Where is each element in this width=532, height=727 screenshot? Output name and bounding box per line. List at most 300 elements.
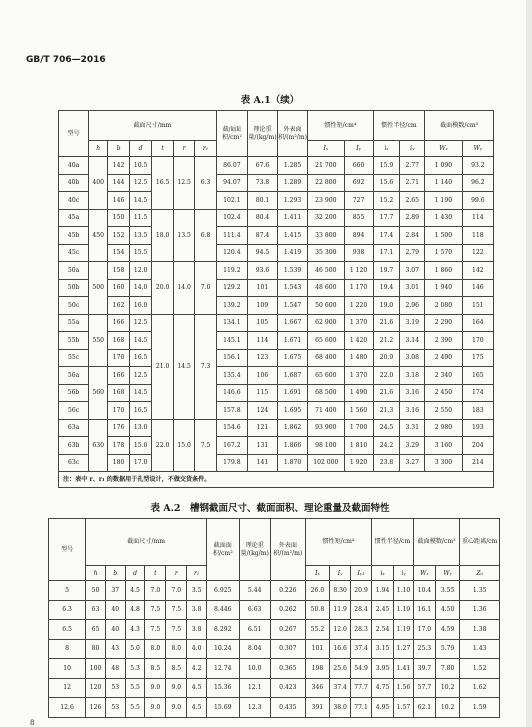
- cell-value: 1 570: [425, 244, 463, 262]
- cell-value: 175: [462, 349, 493, 367]
- col-dims-group: 截面尺寸/mm: [86, 519, 207, 566]
- cell-value: 101: [305, 639, 329, 659]
- cell-t: 16.5: [152, 157, 173, 210]
- cell-value: 0.423: [270, 678, 305, 698]
- table-row: [59, 314, 494, 332]
- table-a1: [58, 110, 494, 488]
- col-iy: Iᵧ: [330, 566, 351, 581]
- col-b: b: [105, 566, 125, 581]
- cell-value: 37: [105, 581, 125, 601]
- cell-t: 22.0: [152, 419, 173, 472]
- table-row: [59, 227, 494, 245]
- cell-h: 400: [89, 157, 108, 210]
- table2-caption: 表 A.2 槽钢截面尺寸、截面面积、理论重量及截面特性: [150, 503, 390, 514]
- cell-r: 14.5: [173, 314, 194, 419]
- cell-b: 142: [108, 157, 129, 175]
- cell-b: 168: [108, 332, 129, 350]
- cell-value: 1.27: [394, 639, 414, 659]
- cell-value: 87.4: [247, 227, 277, 245]
- cell-r1: 7.0: [195, 262, 216, 315]
- cell-value: 12.74: [207, 659, 240, 679]
- cell-value: 93.2: [462, 157, 493, 175]
- cell-value: 0.226: [270, 581, 305, 601]
- cell-value: 67.6: [247, 157, 277, 175]
- cell-value: 65 600: [308, 332, 345, 350]
- cell-model: 40c: [59, 192, 89, 210]
- cell-value: 164: [462, 314, 493, 332]
- cell-value: 22.0: [373, 367, 400, 385]
- cell-value: 80: [86, 639, 106, 659]
- cell-value: 8.04: [239, 639, 270, 659]
- cell-value: 1.43: [460, 639, 500, 659]
- cell-value: 10.4: [413, 581, 435, 601]
- cell-value: 118: [462, 227, 493, 245]
- cell-value: 1.866: [278, 437, 308, 455]
- cell-value: 16.1: [413, 600, 435, 620]
- cell-value: 3.8: [187, 600, 207, 620]
- cell-value: 1 860: [425, 262, 463, 280]
- cell-value: 6.51: [239, 620, 270, 640]
- col-rx: iₓ: [372, 566, 394, 581]
- cell-value: 391: [305, 698, 329, 718]
- cell-value: 146: [462, 279, 493, 297]
- cell-value: 96.2: [462, 174, 493, 192]
- cell-value: 21.2: [373, 332, 400, 350]
- cell-value: 25.6: [330, 659, 351, 679]
- table-row: [59, 279, 494, 297]
- cell-value: 129.2: [216, 279, 247, 297]
- cell-value: 102 000: [308, 454, 345, 472]
- cell-value: 1 140: [425, 174, 463, 192]
- cell-value: 12.1: [239, 678, 270, 698]
- cell-value: 1.52: [460, 659, 500, 679]
- cell-b: 152: [108, 227, 129, 245]
- cell-value: 146.6: [216, 384, 247, 402]
- cell-value: 65: [86, 620, 106, 640]
- table-row: [59, 384, 494, 402]
- cell-value: 17.0: [413, 620, 435, 640]
- cell-value: 109: [247, 297, 277, 315]
- col-rx: iₓ: [373, 141, 400, 157]
- cell-value: 157.8: [216, 402, 247, 420]
- cell-value: 1.19: [394, 600, 414, 620]
- cell-value: 122: [462, 244, 493, 262]
- cell-model: 55b: [59, 332, 89, 350]
- cell-value: 5.5: [125, 698, 145, 718]
- cell-value: 6.925: [207, 581, 240, 601]
- cell-value: 1 810: [344, 437, 373, 455]
- cell-value: 2 390: [425, 332, 463, 350]
- cell-value: 1.38: [460, 620, 500, 640]
- cell-value: 24.5: [373, 419, 400, 437]
- col-weight: 理论重量/(kg/m): [247, 111, 277, 157]
- cell-value: 3.14: [400, 332, 425, 350]
- cell-h: 500: [89, 262, 108, 315]
- cell-value: 7.0: [166, 581, 187, 601]
- cell-model: 12.6: [49, 698, 86, 718]
- table-row: [59, 174, 494, 192]
- cell-value: 1.547: [278, 297, 308, 315]
- table-row: [59, 192, 494, 210]
- cell-value: 1.293: [278, 192, 308, 210]
- cell-model: 63b: [59, 437, 89, 455]
- cell-value: 7.5: [145, 620, 166, 640]
- cell-value: 8.5: [166, 659, 187, 679]
- col-ry: iᵧ: [400, 141, 425, 157]
- cell-value: 1 370: [344, 314, 373, 332]
- cell-value: 2 980: [425, 419, 463, 437]
- page-header: GB/T 706—2016: [26, 55, 106, 65]
- cell-value: 77.1: [351, 698, 372, 718]
- col-t: t: [145, 566, 166, 581]
- cell-value: 39.7: [413, 659, 435, 679]
- cell-h: 450: [89, 209, 108, 262]
- cell-value: 19.7: [373, 262, 400, 280]
- cell-value: 20.9: [373, 349, 400, 367]
- cell-value: 1.862: [278, 419, 308, 437]
- cell-value: 20.9: [351, 581, 372, 601]
- cell-value: 5.5: [125, 678, 145, 698]
- cell-value: 1 430: [425, 209, 463, 227]
- cell-h: 630: [89, 419, 108, 472]
- cell-value: 73.8: [247, 174, 277, 192]
- cell-value: 80.4: [247, 209, 277, 227]
- cell-value: 2.96: [400, 297, 425, 315]
- cell-value: 174: [462, 384, 493, 402]
- cell-value: 99.6: [462, 192, 493, 210]
- cell-value: 1.36: [460, 600, 500, 620]
- cell-value: 2 290: [425, 314, 463, 332]
- cell-value: 50.8: [305, 600, 329, 620]
- cell-value: 346: [305, 678, 329, 698]
- cell-model: 45c: [59, 244, 89, 262]
- col-inertia-group: 惯性矩/cm⁴: [308, 111, 374, 141]
- table-row: [59, 332, 494, 350]
- cell-value: 183: [462, 402, 493, 420]
- cell-value: 3.8: [187, 620, 207, 640]
- cell-r1: 6.8: [195, 209, 216, 262]
- cell-model: 56a: [59, 367, 89, 385]
- cell-value: 7.80: [435, 659, 459, 679]
- cell-value: 1.411: [278, 209, 308, 227]
- cell-value: 102.4: [216, 209, 247, 227]
- cell-value: 1.691: [278, 384, 308, 402]
- table-row: [49, 620, 500, 640]
- cell-value: 3.18: [400, 367, 425, 385]
- cell-value: 26.0: [305, 581, 329, 601]
- cell-value: 1.10: [394, 581, 414, 601]
- cell-value: 120: [86, 678, 106, 698]
- cell-value: 4.8: [125, 600, 145, 620]
- page-number: 8: [30, 719, 35, 727]
- cell-value: 727: [344, 192, 373, 210]
- cell-value: 2 490: [425, 349, 463, 367]
- cell-value: 214: [462, 454, 493, 472]
- cell-value: 2 450: [425, 384, 463, 402]
- cell-value: 22 800: [308, 174, 345, 192]
- cell-value: 894: [344, 227, 373, 245]
- cell-value: 8.0: [145, 639, 166, 659]
- cell-value: 98 100: [308, 437, 345, 455]
- cell-value: 4.95: [372, 698, 394, 718]
- cell-model: 50c: [59, 297, 89, 315]
- table-row: [59, 402, 494, 420]
- cell-value: 9.0: [145, 698, 166, 718]
- col-r1: r₁: [187, 566, 207, 581]
- cell-value: 1.285: [278, 157, 308, 175]
- cell-d: 14.5: [129, 332, 152, 350]
- cell-model: 63a: [59, 419, 89, 437]
- cell-model: 6.5: [49, 620, 86, 640]
- cell-value: 17.1: [373, 244, 400, 262]
- cell-value: 62.1: [413, 698, 435, 718]
- cell-value: 1.687: [278, 367, 308, 385]
- cell-r: 13.5: [173, 209, 194, 262]
- cell-value: 77.7: [351, 678, 372, 698]
- cell-value: 19.0: [373, 297, 400, 315]
- cell-value: 179.8: [216, 454, 247, 472]
- cell-d: 16.5: [129, 402, 152, 420]
- cell-value: 1.35: [460, 581, 500, 601]
- cell-model: 45b: [59, 227, 89, 245]
- cell-value: 142: [462, 262, 493, 280]
- cell-value: 38.0: [330, 698, 351, 718]
- cell-value: 1.667: [278, 314, 308, 332]
- cell-value: 16.6: [330, 639, 351, 659]
- cell-r: 15.0: [173, 419, 194, 472]
- cell-value: 17.7: [373, 209, 400, 227]
- col-iy1: Iᵧ₁: [351, 566, 372, 581]
- cell-value: 3.16: [400, 384, 425, 402]
- col-wx: Wₓ: [413, 566, 435, 581]
- cell-value: 7.0: [145, 581, 166, 601]
- table-row: [59, 367, 494, 385]
- cell-model: 8: [49, 639, 86, 659]
- cell-value: 4.5: [187, 678, 207, 698]
- cell-value: 1.94: [372, 581, 394, 601]
- cell-r1: 7.5: [195, 419, 216, 472]
- cell-b: 154: [108, 244, 129, 262]
- cell-value: 1.539: [278, 262, 308, 280]
- cell-d: 14.0: [129, 279, 152, 297]
- cell-value: 24.2: [373, 437, 400, 455]
- cell-value: 1 170: [344, 279, 373, 297]
- cell-value: 4.5: [187, 698, 207, 718]
- col-area: 截面面积/cm²: [216, 111, 247, 157]
- cell-value: 1 220: [344, 297, 373, 315]
- cell-value: 1 190: [425, 192, 463, 210]
- cell-value: 40: [105, 600, 125, 620]
- cell-value: 15.36: [207, 678, 240, 698]
- col-radius-group: 惯性半径/cm: [373, 111, 425, 141]
- col-ix: Iₓ: [308, 141, 345, 157]
- cell-b: 180: [108, 454, 129, 472]
- cell-d: 14.5: [129, 384, 152, 402]
- cell-value: 15.9: [373, 157, 400, 175]
- table-row: [59, 419, 494, 437]
- cell-value: 9.0: [166, 698, 187, 718]
- cell-value: 28.4: [351, 600, 372, 620]
- cell-value: 35 300: [308, 244, 345, 262]
- cell-b: 160: [108, 279, 129, 297]
- cell-value: 151: [462, 297, 493, 315]
- cell-d: 16.5: [129, 349, 152, 367]
- cell-value: 7.5: [166, 600, 187, 620]
- cell-value: 10.24: [207, 639, 240, 659]
- table-row: [49, 698, 500, 718]
- cell-value: 4.50: [435, 600, 459, 620]
- cell-h: 550: [89, 314, 108, 367]
- cell-value: 1 500: [425, 227, 463, 245]
- table-row: [59, 157, 494, 175]
- cell-model: 45a: [59, 209, 89, 227]
- cell-model: 55c: [59, 349, 89, 367]
- cell-t: 18.0: [152, 209, 173, 262]
- cell-value: 8.446: [207, 600, 240, 620]
- cell-value: 2 080: [425, 297, 463, 315]
- cell-value: 54.9: [351, 659, 372, 679]
- cell-value: 135.4: [216, 367, 247, 385]
- cell-value: 2.65: [400, 192, 425, 210]
- cell-value: 1.671: [278, 332, 308, 350]
- cell-value: 25.3: [413, 639, 435, 659]
- col-modulus-group: 截面模数/cm³: [413, 519, 459, 566]
- cell-value: 204: [462, 437, 493, 455]
- cell-value: 2.89: [400, 209, 425, 227]
- cell-model: 10: [49, 659, 86, 679]
- cell-value: 5.79: [435, 639, 459, 659]
- cell-value: 17.4: [373, 227, 400, 245]
- table-note: 注：表中 r、r₁ 的数据用于孔型设计，不做交货条件。: [59, 472, 494, 488]
- cell-t: 20.0: [152, 262, 173, 315]
- cell-value: 692: [344, 174, 373, 192]
- cell-model: 50a: [59, 262, 89, 280]
- cell-value: 154.6: [216, 419, 247, 437]
- col-ry: iᵧ: [394, 566, 414, 581]
- cell-value: 141: [247, 454, 277, 472]
- cell-b: 168: [108, 384, 129, 402]
- cell-value: 198: [305, 659, 329, 679]
- cell-value: 1 090: [425, 157, 463, 175]
- cell-value: 8.30: [330, 581, 351, 601]
- cell-value: 101: [247, 279, 277, 297]
- cell-value: 23.8: [373, 454, 400, 472]
- cell-value: 106: [247, 367, 277, 385]
- cell-value: 68 500: [308, 384, 345, 402]
- cell-value: 139.2: [216, 297, 247, 315]
- cell-value: 3.08: [400, 349, 425, 367]
- table-row: [49, 639, 500, 659]
- col-h: h: [89, 141, 108, 157]
- cell-value: 0.262: [270, 600, 305, 620]
- cell-b: 150: [108, 209, 129, 227]
- col-wy: Wᵧ: [435, 566, 459, 581]
- cell-model: 63c: [59, 454, 89, 472]
- cell-value: 2.84: [400, 227, 425, 245]
- table-row: [59, 349, 494, 367]
- cell-value: 126: [86, 698, 106, 718]
- cell-value: 7.5: [166, 620, 187, 640]
- cell-value: 3.19: [400, 314, 425, 332]
- cell-model: 56b: [59, 384, 89, 402]
- col-b: b: [108, 141, 129, 157]
- table-row: [59, 437, 494, 455]
- cell-value: 1.419: [278, 244, 308, 262]
- cell-value: 3 300: [425, 454, 463, 472]
- cell-value: 71 400: [308, 402, 345, 420]
- cell-value: 48 600: [308, 279, 345, 297]
- cell-value: 93.6: [247, 262, 277, 280]
- cell-value: 43: [105, 639, 125, 659]
- col-r: r: [173, 141, 194, 157]
- cell-value: 1.62: [460, 678, 500, 698]
- cell-value: 1 480: [344, 349, 373, 367]
- cell-d: 12.5: [129, 367, 152, 385]
- cell-value: 19.4: [373, 279, 400, 297]
- cell-model: 40a: [59, 157, 89, 175]
- cell-d: 12.0: [129, 262, 152, 280]
- cell-value: 12.0: [330, 620, 351, 640]
- cell-value: 105: [247, 314, 277, 332]
- cell-value: 0.267: [270, 620, 305, 640]
- cell-value: 1.57: [394, 698, 414, 718]
- cell-b: 166: [108, 314, 129, 332]
- cell-d: 10.5: [129, 157, 152, 175]
- cell-value: 7.5: [145, 600, 166, 620]
- table-row: [59, 297, 494, 315]
- cell-value: 1 940: [425, 279, 463, 297]
- page-edge: [526, 0, 532, 727]
- cell-value: 9.0: [145, 678, 166, 698]
- cell-value: 21.6: [373, 384, 400, 402]
- cell-model: 5: [49, 581, 86, 601]
- cell-model: 56c: [59, 402, 89, 420]
- cell-value: 4.5: [125, 581, 145, 601]
- cell-value: 1 490: [344, 384, 373, 402]
- cell-value: 33 800: [308, 227, 345, 245]
- cell-d: 15.5: [129, 244, 152, 262]
- cell-value: 1.870: [278, 454, 308, 472]
- cell-r1: 6.3: [195, 157, 216, 210]
- cell-value: 1.56: [394, 678, 414, 698]
- cell-t: 21.0: [152, 314, 173, 419]
- cell-value: 3.55: [435, 581, 459, 601]
- cell-value: 53: [105, 698, 125, 718]
- cell-value: 170: [462, 332, 493, 350]
- cell-model: 12: [49, 678, 86, 698]
- cell-value: 6.63: [239, 600, 270, 620]
- cell-model: 50b: [59, 279, 89, 297]
- cell-d: 12.5: [129, 314, 152, 332]
- cell-value: 3.16: [400, 402, 425, 420]
- cell-value: 4.0: [187, 639, 207, 659]
- cell-value: 11.9: [330, 600, 351, 620]
- col-r1: r₁: [195, 141, 216, 157]
- cell-value: 120.4: [216, 244, 247, 262]
- cell-value: 3.29: [400, 437, 425, 455]
- cell-value: 5.3: [125, 659, 145, 679]
- cell-value: 938: [344, 244, 373, 262]
- cell-value: 114: [247, 332, 277, 350]
- table1-caption: 表 A.1（续）: [240, 95, 300, 106]
- cell-value: 111.4: [216, 227, 247, 245]
- cell-value: 1.59: [460, 698, 500, 718]
- cell-value: 1 120: [344, 262, 373, 280]
- col-ix: Iₓ: [305, 566, 329, 581]
- cell-value: 145.1: [216, 332, 247, 350]
- cell-model: 6.3: [49, 600, 86, 620]
- cell-value: 15.2: [373, 192, 400, 210]
